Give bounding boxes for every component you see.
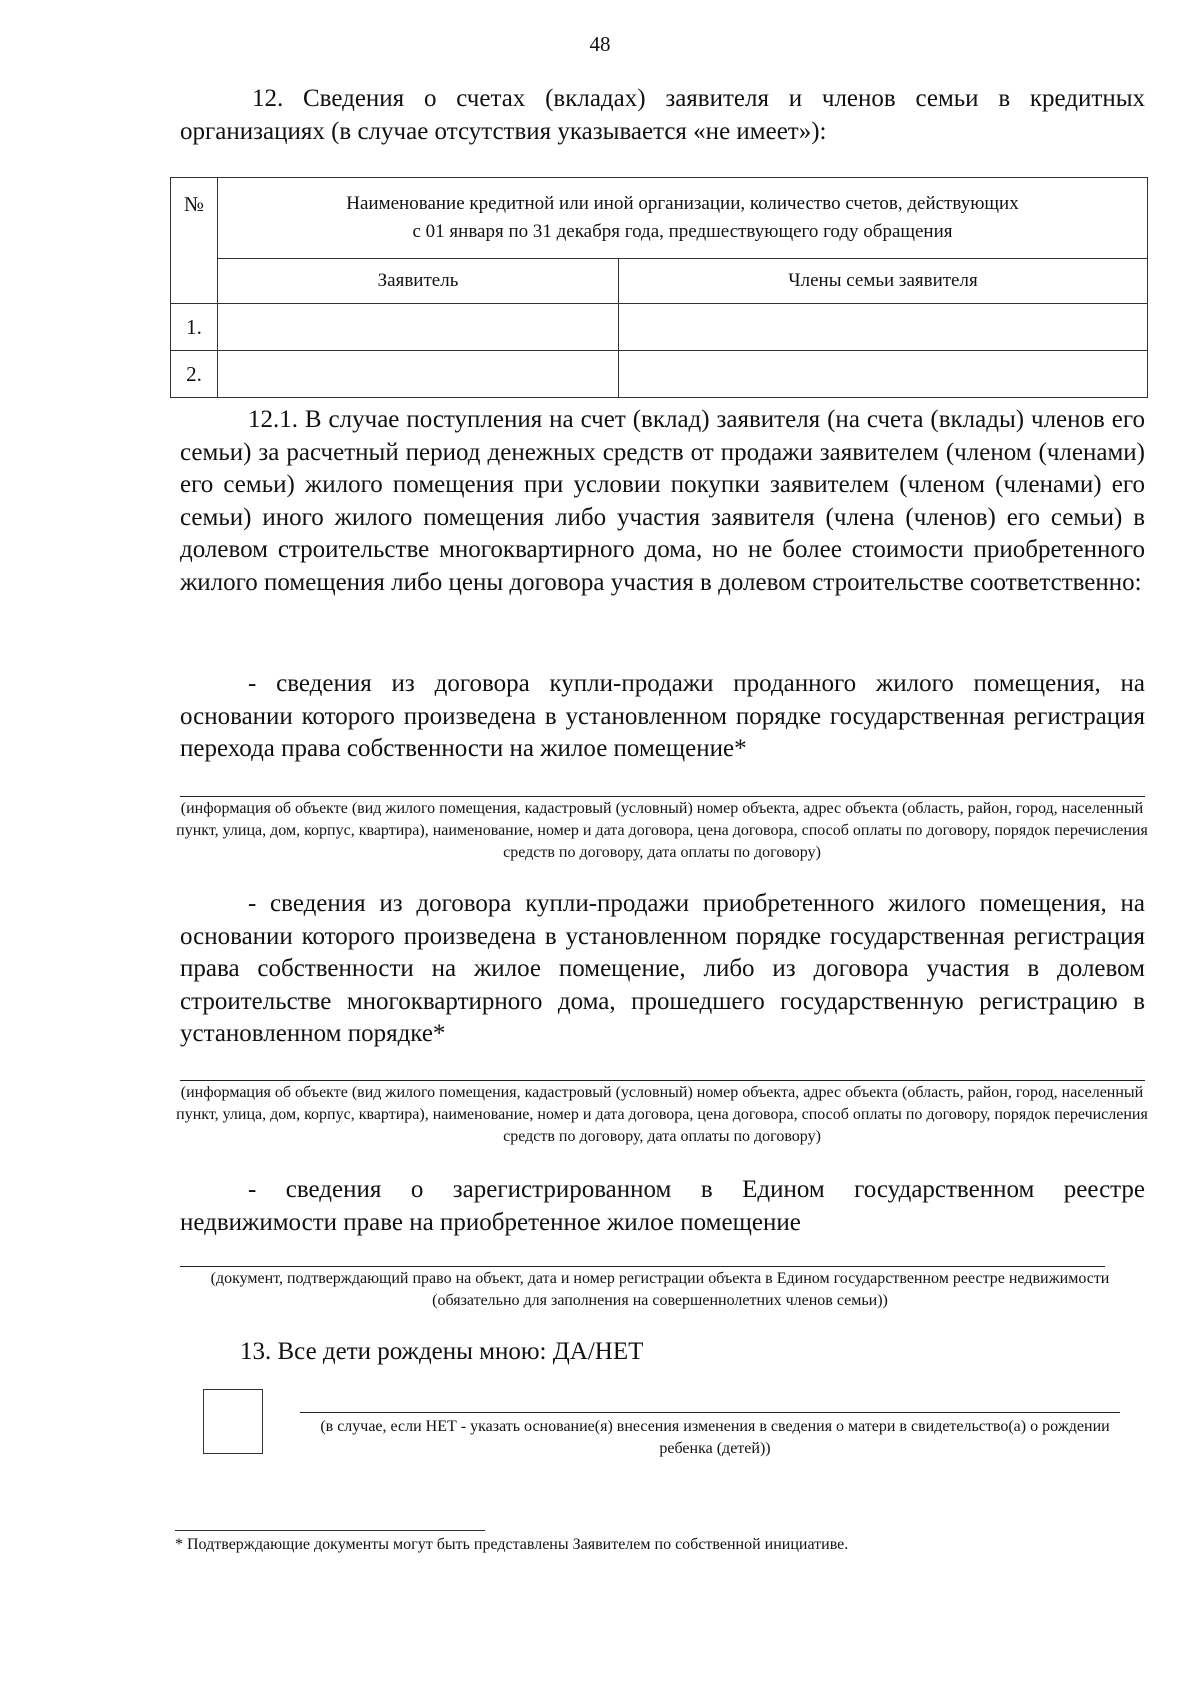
fill-line-2[interactable] <box>180 1080 1145 1081</box>
caption-3: (документ, подтверждающий право на объект, дата и номер регистрации объекта в Едином государственном реестре недвижимости (обязательно для заполнения на совершеннолетних членов семьи)) <box>210 1270 1110 1309</box>
table-row <box>171 351 1148 398</box>
table-header-line1: Наименование кредитной или иной организации, количество счетов, действующих <box>346 193 1019 214</box>
accounts-table <box>170 177 1148 398</box>
section-12-1-text: 12.1. В случае поступления на счет (вклад) заявителя (на счета (вклады) членов его семьи) за расчетный период денежных средств от продажи заявителем (членом (членами) его семьи) жилого помещения при условии покупки заявителем (членом (членами) его семьи) иного жилого помещения либо участия заявителя (члена (членов) его семьи) в долевом строительстве многоквартирного дома, но не более стоимости приобретенного жилого помещения либо цены договора участия в долевом строительстве соответственно: <box>180 406 1145 596</box>
table-main-header <box>218 178 1148 259</box>
caption-4: (в случае, если НЕТ - указать основание(я) внесения изменения в сведения о матери в свидетельство(а) о рождении ребенка (детей)) <box>320 1418 1110 1457</box>
footnote: * Подтверждающие документы могут быть представлены Заявителем по собственной инициативе. <box>175 1536 849 1553</box>
section-13-heading: 13. Все дети рождены мною: ДА/НЕТ <box>240 1338 644 1365</box>
checkbox[interactable] <box>203 1389 263 1454</box>
section-12-1-item3: - сведения о зарегистрированном в Едином государственном реестре недвижимости праве на приобретенное жилое помещение <box>180 1176 1145 1236</box>
footnote-rule <box>175 1530 485 1531</box>
fill-line-1[interactable] <box>180 796 1145 797</box>
section-12-heading <box>180 82 1145 148</box>
caption-2: (информация об объекте (вид жилого помещения, кадастровый (условный) номер объекта, адрес объекта (область, район, город, населенный пункт, улица, дом, корпус, квартира), наименование, номер и дата договора, цена договора, способ оплаты по договору, порядок перечисления средств по договору, дата оплаты по договору) <box>176 1084 1148 1145</box>
table-col-applicant: Заявитель <box>218 259 619 304</box>
table-col-family: Члены семьи заявителя <box>619 259 1148 304</box>
section-12-1-item2: - сведения из договора купли-продажи приобретенного жилого помещения, на основании которого произведена в установленном порядке государственная регистрация права собственности на жилое помещение, либо из договора участия в долевом строительстве многоквартирного дома, прошедшего государственную регистрацию в установленном порядке* <box>180 890 1145 1047</box>
fill-line-3[interactable] <box>180 1266 1105 1267</box>
table-row-number: 2. <box>171 351 218 398</box>
caption-1: (информация об объекте (вид жилого помещения, кадастровый (условный) номер объекта, адрес объекта (область, район, город, населенный пункт, улица, дом, корпус, квартира), наименование, номер и дата договора, цена договора, способ оплаты по договору, порядок перечисления средств по договору, дата оплаты по договору) <box>176 800 1148 861</box>
table-col-number: № <box>171 178 218 304</box>
section-12-heading-line1: 12. Сведения о счетах (вкладах) заявителя и членов семьи в кредитных <box>252 85 1145 112</box>
table-row-number: 1. <box>171 304 218 351</box>
table-cell-applicant[interactable] <box>218 351 619 398</box>
fill-line-4[interactable] <box>300 1412 1120 1413</box>
page-number: 48 <box>589 32 611 56</box>
table-cell-family[interactable] <box>619 351 1148 398</box>
table-row <box>171 304 1148 351</box>
table-cell-family[interactable] <box>619 304 1148 351</box>
table-header-line2: с 01 января по 31 декабря года, предшествующего году обращения <box>412 221 953 242</box>
section-12-heading-line2: организациях (в случае отсутствия указывается «не имеет»): <box>180 118 827 145</box>
table-cell-applicant[interactable] <box>218 304 619 351</box>
section-12-1-item1: - сведения из договора купли-продажи проданного жилого помещения, на основании которого произведена в установленном порядке государственная регистрация перехода права собственности на жилое помещение* <box>180 670 1145 762</box>
